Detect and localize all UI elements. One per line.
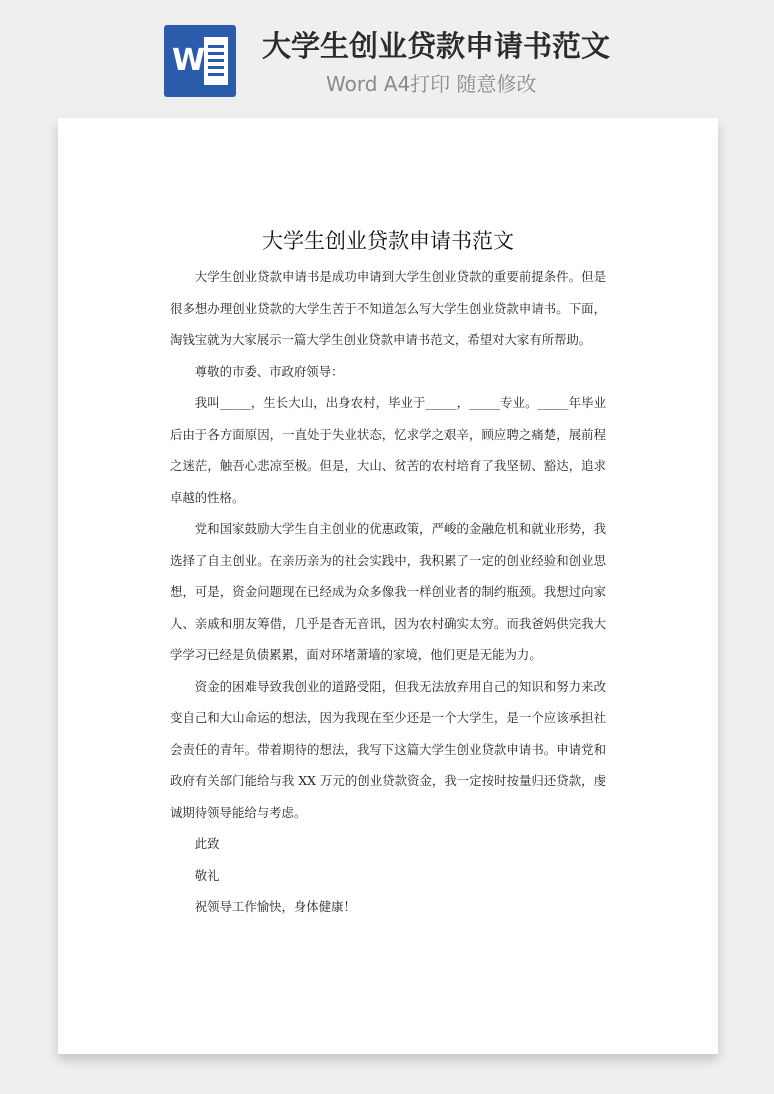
paragraph-intro: 大学生创业贷款申请书是成功申请到大学生创业贷款的重要前提条件。但是很多想办理创业贷款的大学生苦于不知道怎么写大学生创业贷款申请书。下面，淘钱宝就为大家展示一篇大学生创业贷款申请书范文，希望对大家有所帮助。 — [170, 269, 606, 347]
word-icon-paper — [204, 37, 228, 85]
word-icon-letter: W — [172, 43, 206, 78]
paragraph-salutation: 尊敬的市委、市政府领导： — [194, 363, 344, 379]
paragraph-background: 党和国家鼓励大学生自主创业的优惠政策，严峻的金融危机和就业形势，我选择了自主创业。在亲历亲为的社会实践中，我积累了一定的创业经验和创业思想，可是，资金问题现在已经成为众多像我一样创业者的制约瓶颈。我想过向家人、亲戚和朋友筹借，几乎是杳无音讯，因为农村确实太穷。而我爸妈供完我大学学习已经是负债累累，面对环堵萧墙的家境，他们更是无能为力。 — [170, 521, 606, 662]
document-title: 大学生创业贷款申请书范文 — [262, 229, 514, 253]
document-body — [170, 261, 606, 923]
paragraph-closing-1: 此致 — [194, 836, 220, 851]
paragraph-request: 资金的困难导致我创业的道路受阻，但我无法放弃用自己的知识和努力来改变自己和大山命运的想法，因为我现在至少还是一个大学生，是一个应该承担社会责任的青年。带着期待的想法，我写下这篇大学生创业贷款申请书。申请党和政府有关部门能给与我 XX 万元的创业贷款资金，我一定按时按量归还贷款，虔诚期待领导能给与考虑。 — [170, 678, 606, 820]
paragraph-closing-3: 祝领导工作愉快，身体健康！ — [194, 899, 356, 914]
paragraph-self-intro: 我叫_____，生长大山，出身农村，毕业于_____，_____专业。_____年毕业后由于各方面原因，一直处于失业状态，忆求学之艰辛，顾应聘之痛楚，展前程之迷茫，触吾心悲凉至极。但是，大山、贫苦的农村培育了我坚韧、豁达，追求卓越的性格。 — [170, 395, 606, 505]
header-subtitle: Word A4打印 随意修改 — [326, 72, 537, 96]
word-icon — [164, 25, 236, 97]
header-title: 大学生创业贷款申请书范文 — [262, 29, 611, 63]
header — [0, 0, 774, 110]
paragraph-closing-2: 敬礼 — [194, 867, 220, 883]
document-page — [58, 118, 718, 1054]
